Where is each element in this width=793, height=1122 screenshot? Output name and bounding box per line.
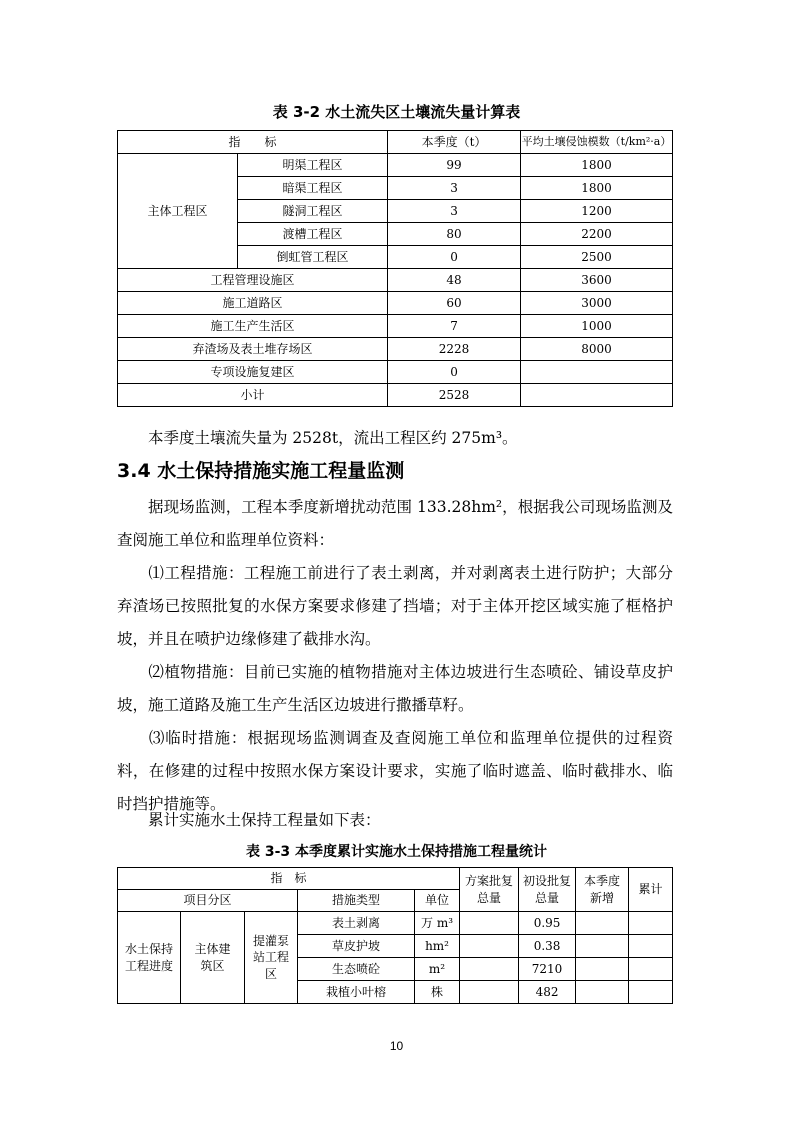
header-indicator: 指 标 bbox=[118, 868, 460, 890]
measure-plan bbox=[460, 958, 519, 981]
row-modulus: 3000 bbox=[521, 292, 673, 315]
row-modulus bbox=[521, 384, 673, 407]
measure-cumulative bbox=[629, 958, 673, 981]
header-modulus: 平均土壤侵蚀模数（t/km²·a） bbox=[521, 131, 673, 154]
row-quarter: 2528 bbox=[388, 384, 521, 407]
row-quarter: 99 bbox=[388, 154, 521, 177]
row-quarter: 3 bbox=[388, 177, 521, 200]
page-number: 10 bbox=[389, 1039, 404, 1053]
row-modulus: 2200 bbox=[521, 223, 673, 246]
row-quarter: 2228 bbox=[388, 338, 521, 361]
row-modulus: 8000 bbox=[521, 338, 673, 361]
measure-unit: 万 m³ bbox=[415, 912, 460, 935]
row-name: 隧洞工程区 bbox=[238, 200, 388, 223]
row-quarter: 48 bbox=[388, 269, 521, 292]
row-modulus: 3600 bbox=[521, 269, 673, 292]
measure-quarter bbox=[576, 935, 629, 958]
zone-level2: 主体建筑区 bbox=[181, 912, 245, 1004]
table-row bbox=[118, 315, 673, 338]
row-modulus: 1800 bbox=[521, 177, 673, 200]
measure-prelim: 0.95 bbox=[519, 912, 576, 935]
table-header-row bbox=[118, 868, 673, 890]
table-row bbox=[118, 154, 673, 177]
table-row bbox=[118, 338, 673, 361]
paragraph bbox=[117, 491, 673, 557]
row-name: 小计 bbox=[118, 384, 388, 407]
measure-name: 草皮护坡 bbox=[298, 935, 415, 958]
row-name: 倒虹管工程区 bbox=[238, 246, 388, 269]
table-row bbox=[118, 361, 673, 384]
measure-name: 生态喷砼 bbox=[298, 958, 415, 981]
row-quarter: 0 bbox=[388, 246, 521, 269]
row-name: 暗渠工程区 bbox=[238, 177, 388, 200]
measure-unit: hm² bbox=[415, 935, 460, 958]
header-plan-total: 方案批复总量 bbox=[460, 868, 519, 912]
row-name: 渡槽工程区 bbox=[238, 223, 388, 246]
paragraph-text: 据现场监测，工程本季度新增扰动范围 133.28hm²，根据我公司现场监测及查阅施工单位和监理单位资料： bbox=[117, 498, 673, 549]
row-quarter: 7 bbox=[388, 315, 521, 338]
soil-loss-table bbox=[117, 130, 673, 407]
row-name: 明渠工程区 bbox=[238, 154, 388, 177]
measure-unit: 株 bbox=[415, 981, 460, 1004]
header-cumulative: 累计 bbox=[629, 868, 673, 912]
row-name: 工程管理设施区 bbox=[118, 269, 388, 292]
measure-name: 表土剥离 bbox=[298, 912, 415, 935]
row-modulus: 2500 bbox=[521, 246, 673, 269]
measure-name: 栽植小叶榕 bbox=[298, 981, 415, 1004]
measure-cumulative bbox=[629, 912, 673, 935]
zone-level1: 水土保持工程进度 bbox=[118, 912, 181, 1004]
header-quarter-new: 本季度新增 bbox=[576, 868, 629, 912]
header-prelim-total: 初设批复总量 bbox=[519, 868, 576, 912]
paragraph bbox=[117, 804, 673, 837]
row-name: 施工生产生活区 bbox=[118, 315, 388, 338]
zone-level3: 提灌泵站工程区 bbox=[245, 912, 298, 1004]
measure-cumulative bbox=[629, 981, 673, 1004]
measure-unit: m² bbox=[415, 958, 460, 981]
measure-prelim: 0.38 bbox=[519, 935, 576, 958]
measure-prelim: 482 bbox=[519, 981, 576, 1004]
paragraph bbox=[117, 557, 673, 656]
measure-prelim: 7210 bbox=[519, 958, 576, 981]
row-modulus: 1000 bbox=[521, 315, 673, 338]
row-quarter: 60 bbox=[388, 292, 521, 315]
header-unit: 单位 bbox=[415, 890, 460, 912]
table-row bbox=[118, 269, 673, 292]
row-modulus bbox=[521, 361, 673, 384]
paragraph-text: 累计实施水土保持工程量如下表： bbox=[148, 811, 381, 829]
row-quarter: 80 bbox=[388, 223, 521, 246]
group-label: 主体工程区 bbox=[118, 154, 238, 269]
summary-text: 本季度土壤流失量为 2528t，流出工程区约 275m³。 bbox=[148, 429, 518, 447]
row-name: 专项设施复建区 bbox=[118, 361, 388, 384]
row-modulus: 1800 bbox=[521, 154, 673, 177]
row-modulus: 1200 bbox=[521, 200, 673, 223]
section-heading: 3.4 水土保持措施实施工程量监测 bbox=[117, 460, 405, 482]
summary-paragraph bbox=[117, 422, 673, 455]
measure-plan bbox=[460, 935, 519, 958]
measures-table bbox=[117, 867, 673, 1004]
table-row-subtotal bbox=[118, 384, 673, 407]
row-name: 施工道路区 bbox=[118, 292, 388, 315]
measure-quarter bbox=[576, 958, 629, 981]
row-quarter: 0 bbox=[388, 361, 521, 384]
table-header-row bbox=[118, 131, 673, 154]
table2-caption: 表 3-3 本季度累计实施水土保持措施工程量统计 bbox=[245, 844, 548, 860]
measure-plan bbox=[460, 981, 519, 1004]
measure-quarter bbox=[576, 981, 629, 1004]
measure-quarter bbox=[576, 912, 629, 935]
paragraph-text: ⑵植物措施：目前已实施的植物措施对主体边坡进行生态喷砼、铺设草皮护坡，施工道路及施工生产生活区边坡进行撒播草籽。 bbox=[117, 663, 673, 714]
header-indicator: 指 标 bbox=[118, 131, 388, 154]
table-row bbox=[118, 912, 673, 935]
header-measure-type: 措施类型 bbox=[298, 890, 415, 912]
table1-caption: 表 3-2 水土流失区土壤流失量计算表 bbox=[272, 103, 521, 121]
paragraph-text: ⑶临时措施：根据现场监测调查及查阅施工单位和监理单位提供的过程资料，在修建的过程中按照水保方案设计要求，实施了临时遮盖、临时截排水、临时挡护措施等。 bbox=[117, 729, 673, 813]
table-row bbox=[118, 292, 673, 315]
measure-cumulative bbox=[629, 935, 673, 958]
measure-plan bbox=[460, 912, 519, 935]
paragraph bbox=[117, 656, 673, 722]
header-project-zone: 项目分区 bbox=[118, 890, 298, 912]
row-name: 弃渣场及表土堆存场区 bbox=[118, 338, 388, 361]
row-quarter: 3 bbox=[388, 200, 521, 223]
paragraph-text: ⑴工程措施：工程施工前进行了表土剥离，并对剥离表土进行防护；大部分弃渣场已按照批复的水保方案要求修建了挡墙；对于主体开挖区域实施了框格护坡，并且在喷护边缘修建了截排水沟。 bbox=[117, 564, 673, 648]
header-quarter: 本季度（t） bbox=[388, 131, 521, 154]
